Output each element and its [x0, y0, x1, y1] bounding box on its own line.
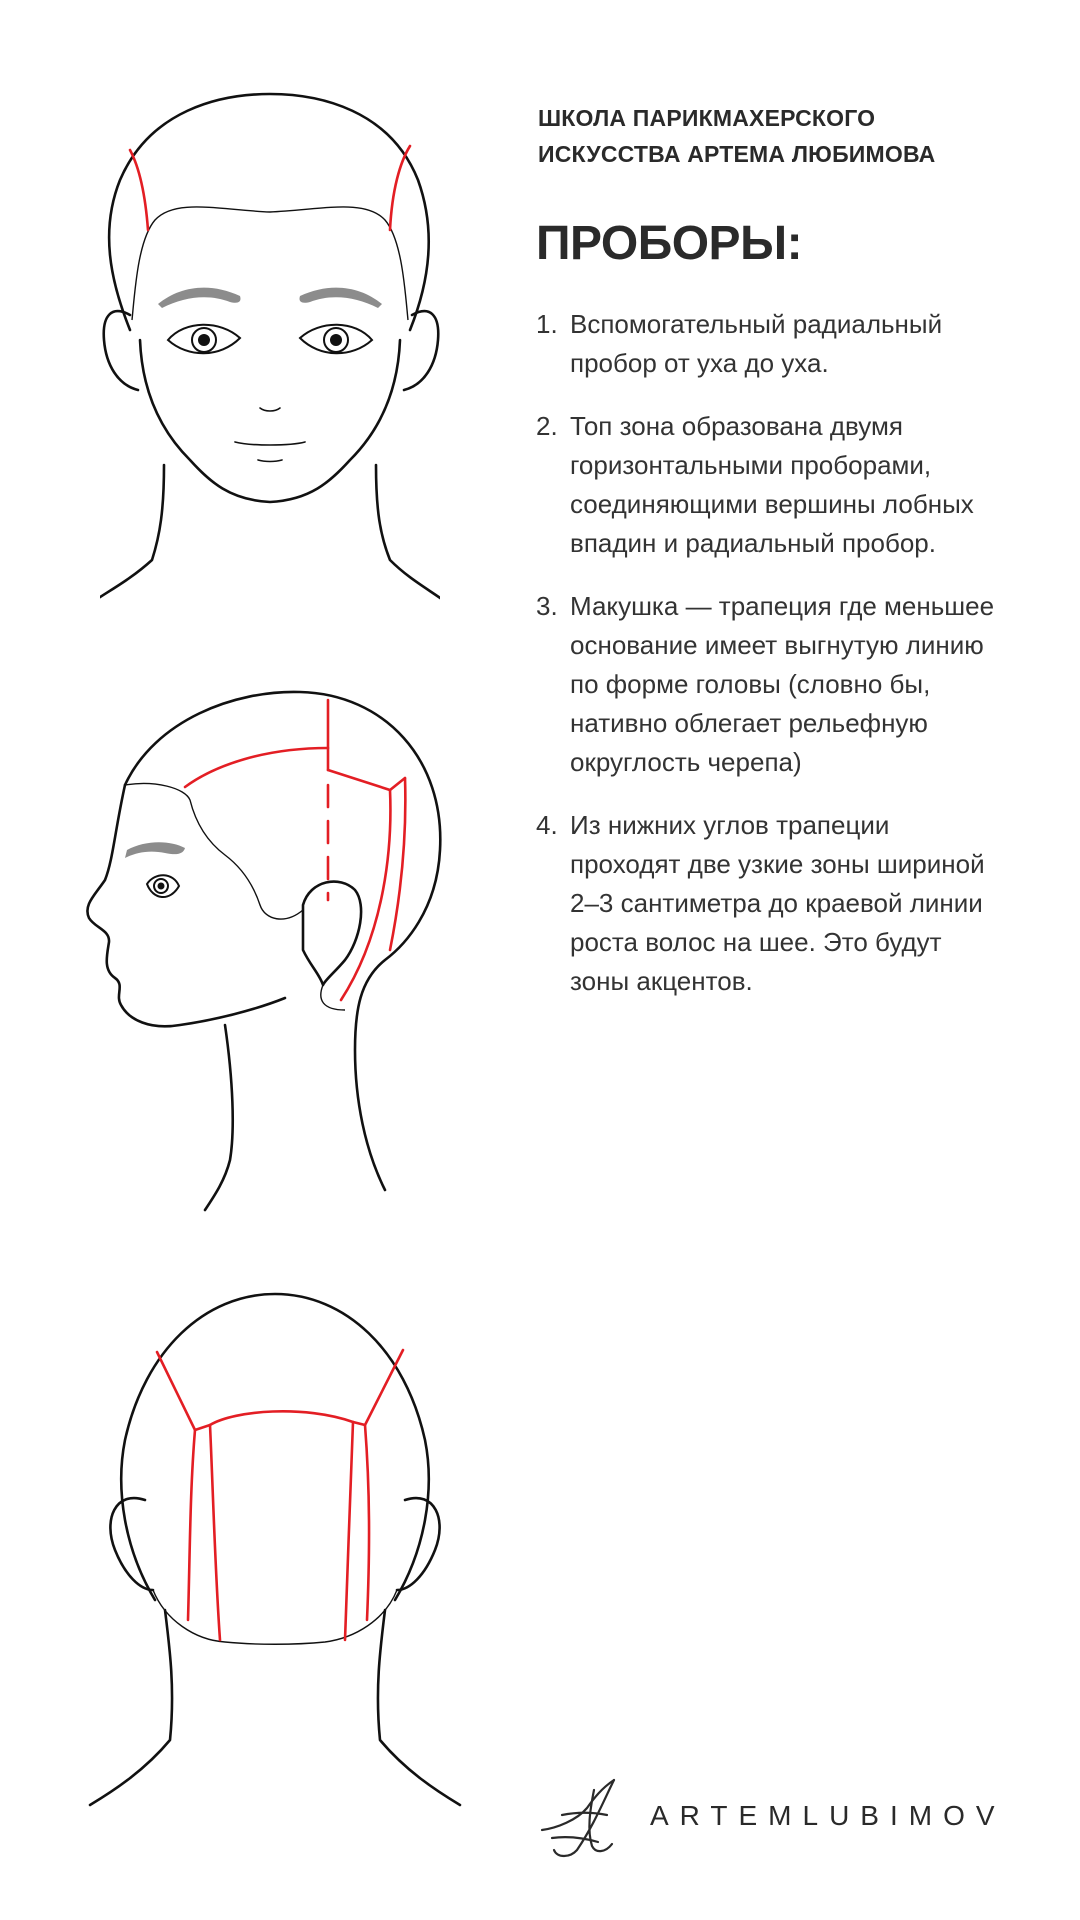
parting-accent-right-inner [345, 1422, 353, 1640]
step-line: Вспомогательный радиальный [570, 309, 943, 339]
parting-accent-line-1 [341, 790, 390, 1000]
parting-crown-curve [210, 1411, 353, 1425]
left-eyebrow [158, 288, 241, 308]
head-front-view [100, 90, 440, 610]
brand-footer [532, 1770, 1032, 1860]
school-title [538, 100, 1018, 172]
school-title-line-2: ИСКУССТВА АРТЕМА ЛЮБИМОВА [538, 141, 936, 167]
parting-accent-left-outer [188, 1430, 195, 1620]
step-number: 1. [536, 309, 558, 339]
face-profile [87, 785, 285, 1026]
step-line: соединяющими вершины лобных [570, 489, 974, 519]
parting-radial-top [185, 748, 328, 787]
hairline [132, 207, 408, 320]
step-line: Из нижних углов трапеции [570, 810, 890, 840]
list-item-step-1 [536, 305, 1056, 383]
neck-right [378, 1610, 460, 1805]
mouth [235, 442, 305, 445]
school-title-line-1: ШКОЛА ПАРИКМАХЕРСКОГО [538, 105, 876, 131]
step-line: роста волос на шее. Это будут [570, 927, 942, 957]
neck-left [100, 465, 164, 605]
step-text [570, 587, 1056, 782]
step-line: по форме головы (словно бы, [570, 669, 931, 699]
step-line: Макушка — трапеция где меньшее [570, 591, 995, 621]
page-title: ПРОБОРЫ: [536, 217, 803, 270]
step-line: зоны акцентов. [570, 966, 753, 996]
step-number: 2. [536, 411, 558, 441]
parting-accent-left-inner [210, 1425, 220, 1640]
pupil [158, 883, 165, 890]
step-line: впадин и радиальный пробор. [570, 528, 936, 558]
step-line: пробор от уха до уха. [570, 348, 829, 378]
neck-front [205, 1025, 233, 1210]
step-number: 3. [536, 591, 558, 621]
step-line: основание имеет выгнутую линию [570, 630, 984, 660]
head-back-view [85, 1290, 465, 1830]
step-line: нативно облегает рельефную [570, 708, 928, 738]
step-number: 4. [536, 810, 558, 840]
parting-line-left [130, 150, 148, 230]
list-item-step-2 [536, 407, 1056, 563]
lower-lip [258, 460, 282, 462]
ear [303, 882, 361, 985]
step-text [570, 806, 1056, 1001]
list-item-step-3 [536, 587, 1056, 782]
step-line: Топ зона образована двумя [570, 411, 903, 441]
brand-name: ARTEMLUBIMOV [650, 1800, 1006, 1831]
step-line: проходят две узкие зоны шириной [570, 849, 985, 879]
neck-left [90, 1610, 172, 1805]
step-text [570, 305, 1056, 383]
parting-trapezoid-top [328, 770, 405, 790]
head-side-view [55, 680, 455, 1220]
partings-list [536, 305, 1056, 1025]
step-line: 2–3 сантиметра до краевой линии [570, 888, 983, 918]
right-eyebrow [299, 288, 382, 308]
parting-trapezoid-left [157, 1352, 210, 1430]
parting-accent-line-2 [390, 778, 405, 950]
right-pupil [330, 334, 342, 346]
right-ear [404, 311, 438, 390]
skull-outline [121, 1294, 429, 1600]
left-ear [104, 311, 138, 390]
parting-accent-right-outer [365, 1425, 369, 1620]
step-line: округлость черепа) [570, 747, 802, 777]
eyebrow [125, 842, 185, 858]
nose [260, 408, 280, 411]
parting-trapezoid-right [353, 1350, 403, 1425]
left-pupil [198, 334, 210, 346]
step-text [570, 407, 1056, 563]
monogram-al-icon [532, 1770, 632, 1860]
step-line: горизонтальными проборами, [570, 450, 932, 480]
face-outline [140, 340, 400, 502]
neck-right [376, 465, 440, 605]
list-item-step-4 [536, 806, 1056, 1001]
